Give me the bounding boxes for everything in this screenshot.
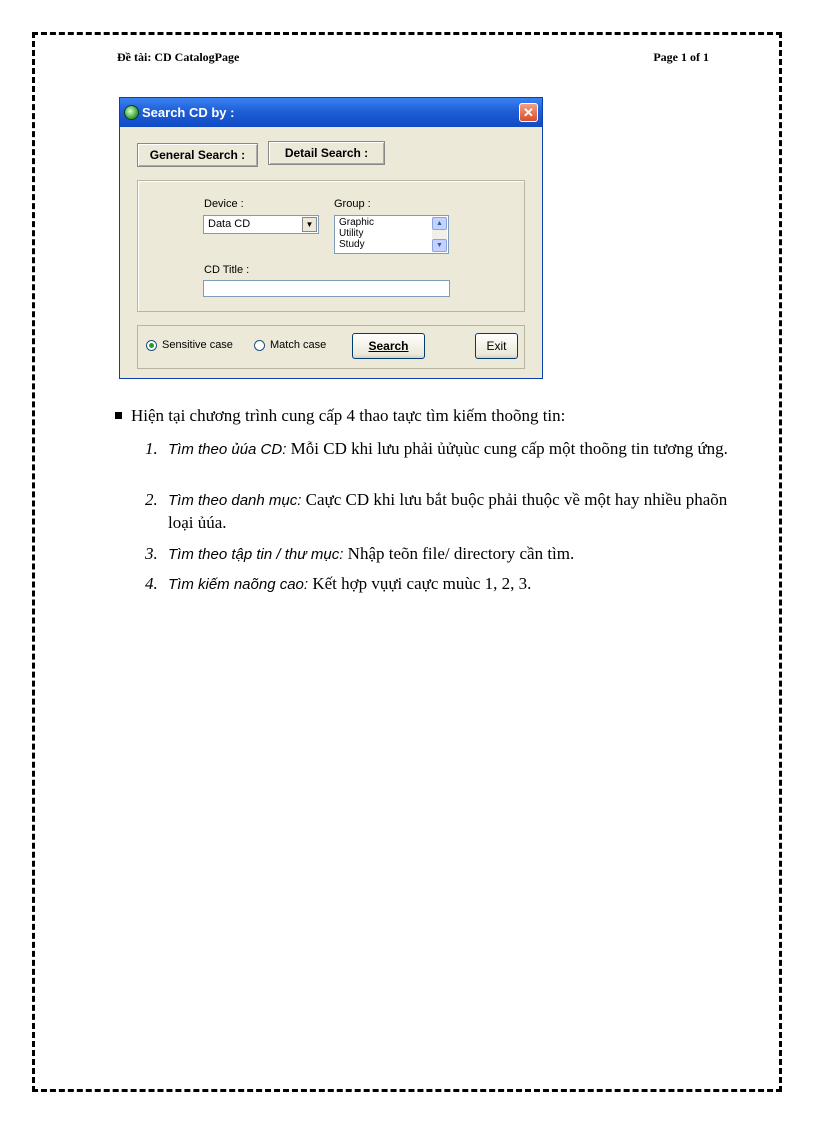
intro-bullet [115, 406, 565, 426]
item-lead: Tìm theo ủúa CD: [168, 441, 287, 458]
tab-general-search[interactable]: General Search : [137, 143, 258, 167]
item-number: 3. [145, 544, 158, 563]
list-item[interactable]: Study [339, 239, 365, 250]
item-lead: Tìm kiếm naõng cao: [168, 576, 309, 593]
device-select[interactable] [203, 215, 319, 234]
device-label: Device : [204, 198, 244, 210]
list-item[interactable]: Graphic [339, 217, 375, 228]
item-text: Nhập teõn file/ directory cần tìm. [343, 544, 575, 563]
listbox-scrollbar[interactable] [432, 217, 447, 252]
header-title: Đề tài: CD CatalogPage [117, 50, 240, 64]
item-lead: Tìm theo danh mục: [168, 492, 302, 509]
sensitive-case-radio[interactable] [146, 340, 157, 351]
list-item[interactable]: Utility [339, 228, 364, 239]
dialog-title: Search CD by : [142, 105, 235, 120]
item-number: 2. [145, 490, 158, 509]
cd-title-input[interactable] [203, 280, 450, 297]
scroll-up-icon[interactable]: ▲ [432, 217, 447, 230]
group-listbox[interactable] [334, 215, 449, 254]
cd-icon [124, 105, 139, 120]
exit-button-label: Exit [486, 339, 507, 353]
group-label: Group : [334, 198, 371, 210]
sensitive-case-label: Sensitive case [162, 339, 233, 351]
search-dialog [119, 97, 543, 379]
item-text: Mỗi CD khi lưu phải ủửụùc cung cấp một thoõng tin tương ứng. [286, 439, 728, 458]
tab-detail-search[interactable]: Detail Search : [268, 141, 385, 165]
search-button[interactable] [352, 333, 425, 359]
item-text: Kết hợp vụựi caực muùc 1, 2, 3. [308, 574, 532, 593]
cd-title-label: CD Title : [204, 264, 250, 276]
item-number: 1. [145, 439, 158, 458]
item-lead: Tìm theo tập tin / thư mục: [168, 546, 344, 563]
device-select-value: Data CD [208, 218, 251, 230]
item-number: 4. [145, 574, 158, 593]
match-case-radio[interactable] [254, 340, 265, 351]
search-button-label: Search [368, 339, 409, 353]
scroll-down-icon[interactable]: ▼ [432, 239, 447, 252]
intro-text: Hiện tại chương trình cung cấp 4 thao taực tìm kiếm thoõng tin: [131, 406, 566, 425]
exit-button[interactable] [475, 333, 518, 359]
close-button[interactable]: ✕ [519, 103, 538, 122]
match-case-label: Match case [270, 339, 327, 351]
dialog-titlebar [120, 98, 542, 127]
bullet-icon [115, 412, 122, 419]
item-text: Caực CD khi lưu bắt buộc phải thuộc về một hay nhiều phaõn loại ủúa. [168, 490, 728, 532]
chevron-down-icon[interactable]: ▼ [302, 217, 317, 232]
header-page-number: Page 1 of 1 [653, 50, 709, 64]
